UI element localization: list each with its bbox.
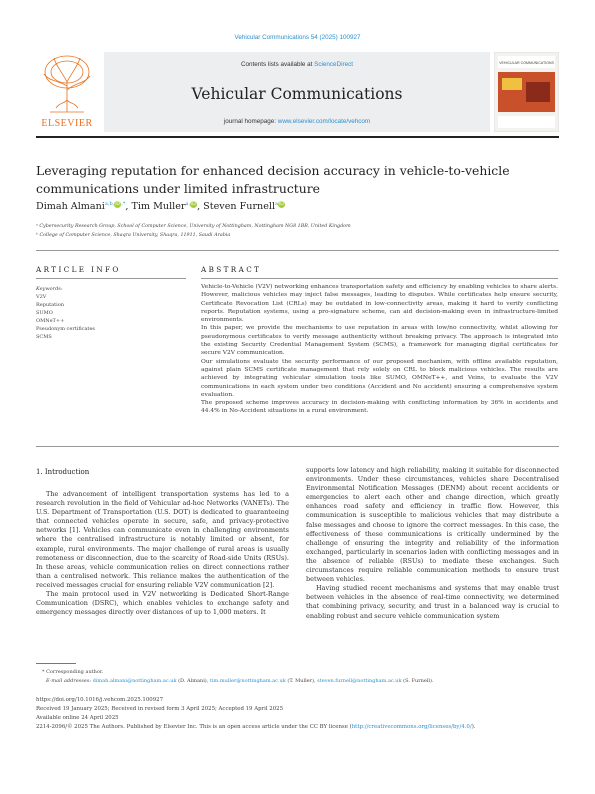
- article-info-heading: ARTICLE INFO: [36, 265, 121, 274]
- elsevier-wordmark: ELSEVIER: [41, 118, 93, 128]
- keyword: V2V: [36, 294, 47, 300]
- citation-line[interactable]: Vehicular Communications 54 (2025) 100927: [234, 34, 361, 41]
- author-name: Tim Muller: [131, 201, 186, 213]
- license-link[interactable]: http://creativecommons.org/licenses/by/4.0/: [351, 724, 472, 730]
- orcid-icon[interactable]: iD: [115, 201, 121, 207]
- author-affil-marker[interactable]: a,: [185, 201, 191, 207]
- keywords-label: Keywords:: [36, 286, 63, 292]
- license-line: 2214-2096/© 2025 The Authors. Published by Elsevier Inc. This is an open access article under the CC BY license (http://creativecommons.org/licenses/by/4.0/).: [36, 724, 476, 730]
- keyword: SCMS: [36, 334, 52, 340]
- corresponding-marker[interactable]: ,*: [121, 201, 126, 207]
- elsevier-logo: [36, 52, 98, 128]
- body-paragraph: The advancement of intelligent transportation systems has led to a research revolution in the field of Vehicular ad-hoc Networks (VANETs). The U.S. Department of Transportation (U.S. DOT) is dedicated to guaranteeing that connected vehicles operate in secure, safe, and privacy-protective networks [1]. Vehicles can communicate even in challenging environments where the centralised infrastructure is notably limited or absent, for example, rural environments. The major challenge of rural areas is usually remoteness or disconnection, due to the scarcity of Road-side Units (RSUs). In these areas, vehicle communication relies on direct connections rather than a centralised network. This reliance makes the authentication of the received messages crucial for ensuring reliable V2V communication [2].: [36, 490, 289, 589]
- abstract-paragraph: In this paper, we provide the mechanisms to use reputation in areas with low/no connectivity, whilst allowing for pseudonymous certificates to verify message authenticity without breaking privacy. The approach is integrated into the existing Security Credential Management System (SCMS), a framework for managing digital certificates for secure V2V communication.: [201, 325, 558, 357]
- author-affil-marker[interactable]: a: [275, 201, 279, 207]
- email-addresses: E-mail addresses: dimah.almani@nottingham.ac.uk (D. Almani), tim.muller@nottingham.ac.uk (T. Muller), steven.furnell@nottingham.ac.uk (S. Furnell).: [46, 678, 434, 684]
- affiliation: ᵃ Cybersecurity Research Group, School of Computer Science, University of Nottingham, Nottingham NG8 1BB, United Kingdom: [36, 224, 351, 229]
- abstract-rule: [201, 278, 558, 279]
- journal-cover-image: [494, 52, 559, 132]
- affiliation: ᵇ College of Computer Science, Shaqra University, Shaqra, 11911, Saudi Arabia: [36, 233, 231, 238]
- abstract-body: [201, 283, 558, 416]
- orcid-icon[interactable]: iD: [279, 201, 284, 207]
- abstract-paragraph: Our simulations evaluate the security performance of our proposed mechanism, with offline available reputation, against plain SCMS certificate management that rely solely on CRL to block malicious vehicles. The results are achieved by integrating vehicular simulation tools like SUMO, OMNeT++, and Veins, to evaluate the V2V communications in each system under two conditions (Accident and No accident) ensuring a comprehensive system evaluation.: [201, 358, 558, 398]
- journal-title: Vehicular Communications: [191, 85, 403, 103]
- author-name: Steven Furnell: [203, 201, 276, 213]
- keyword: Pseudonym certificates: [36, 326, 95, 332]
- abstract-heading: ABSTRACT: [201, 265, 262, 274]
- header-rule: [36, 136, 559, 138]
- author-affil-marker[interactable]: a,b,: [104, 201, 115, 207]
- abstract-paragraph: The proposed scheme improves accuracy in decision-making with conflicting information by 36% in accidents and 44.4% in No-Accident situations in a rural environment.: [201, 400, 558, 415]
- article-title: Leveraging reputation for enhanced decision accuracy in vehicle-to-vehicle communications under limited infrastructure: [36, 163, 510, 196]
- doi-link[interactable]: https://doi.org/10.1016/j.vehcom.2025.100927: [36, 697, 163, 703]
- left-column: [36, 490, 289, 617]
- email-link[interactable]: steven.furnell@nottingham.ac.uk: [317, 678, 402, 684]
- right-column: [306, 466, 559, 621]
- body-paragraph: Having studied recent mechanisms and systems that may enable trust between vehicles in the absence of real-time connectivity, we determined that combining privacy, security, and trust in a balanced way is crucial to enabling robust and secure vehicle communication system: [306, 584, 559, 620]
- author-list: Dimah Almani$^{a,b,}$iD,*, Tim Muller$^{a,}$iD, Steven Furnell$^a$iD: [36, 201, 284, 213]
- cover-label: VEHICULAR COMMUNICATIONS: [499, 61, 554, 65]
- received-dates: Received 19 January 2025; Received in revised form 3 April 2025; Accepted 19 April 2025: [36, 706, 284, 712]
- article-info-rule: [36, 278, 186, 279]
- keyword: OMNeT++: [36, 318, 65, 324]
- body-paragraph: supports low latency and high reliability, making it suitable for disconnected environments. Under these circumstances, vehicles share Decentralised Environmental Notification Messages (DENM) about recent accidents or emergencies to alert each other and change direction, which greatly enhances road safety and efficiency in traffic flow. However, this communication is susceptible to malicious vehicles that may distribute a false messages and choose to ignore the correct messages. In this case, the effectiveness of these communications is critically undermined by the challenge of ensuring the integrity and reliability of the information exchanged, particularly in scenarios laden with conflicting messages and in the absence of reliable (RSUs) to mediate these exchanges. Such circumstances require reliable communication methods to ensure trust between vehicles.: [306, 466, 559, 584]
- abstract-paragraph: Vehicle-to-Vehicle (V2V) networking enhances transportation safety and efficiency by enabling vehicles to share alerts. However, malicious vehicles may inject false messages, leading to disputes. While certificates help ensure security, Certificate Revocation List (CRLs) may be outdated in low-connectivity areas, making it hard to verify conflicting reports. Reputation systems, using a pro-signature scheme, can aid decision-making even in infrastructure-limited environments.: [201, 284, 558, 324]
- author-name: Dimah Almani: [36, 201, 105, 213]
- email-link[interactable]: dimah.almani@nottingham.ac.uk: [92, 678, 177, 684]
- orcid-icon[interactable]: iD: [191, 201, 196, 207]
- sciencedirect-link[interactable]: ScienceDirect: [314, 61, 353, 68]
- corresponding-author-note: * Corresponding author.: [42, 669, 104, 675]
- affiliation-rule: [36, 250, 559, 251]
- keyword: Reputation: [36, 302, 64, 308]
- email-link[interactable]: tim.muller@nottingham.ac.uk: [209, 678, 286, 684]
- footnote-rule: [36, 663, 76, 664]
- contents-line: Contents lists available at ScienceDirect: [240, 61, 353, 68]
- abstract-end-rule: [36, 446, 559, 447]
- homepage-link[interactable]: www.elsevier.com/locate/vehcom: [277, 118, 371, 125]
- keyword: SUMO: [36, 310, 53, 316]
- body-paragraph: The main protocol used in V2V networking is Dedicated Short-Range Communication (DSRC), which enables vehicles to exchange safety and emergency messages directly over distances of up to 1,000 meters. It: [36, 590, 289, 617]
- journal-homepage: journal homepage: www.elsevier.com/locate/vehcom: [223, 118, 371, 125]
- section-heading-introduction: 1. Introduction: [36, 468, 90, 476]
- available-online: Available online 24 April 2025: [36, 715, 119, 721]
